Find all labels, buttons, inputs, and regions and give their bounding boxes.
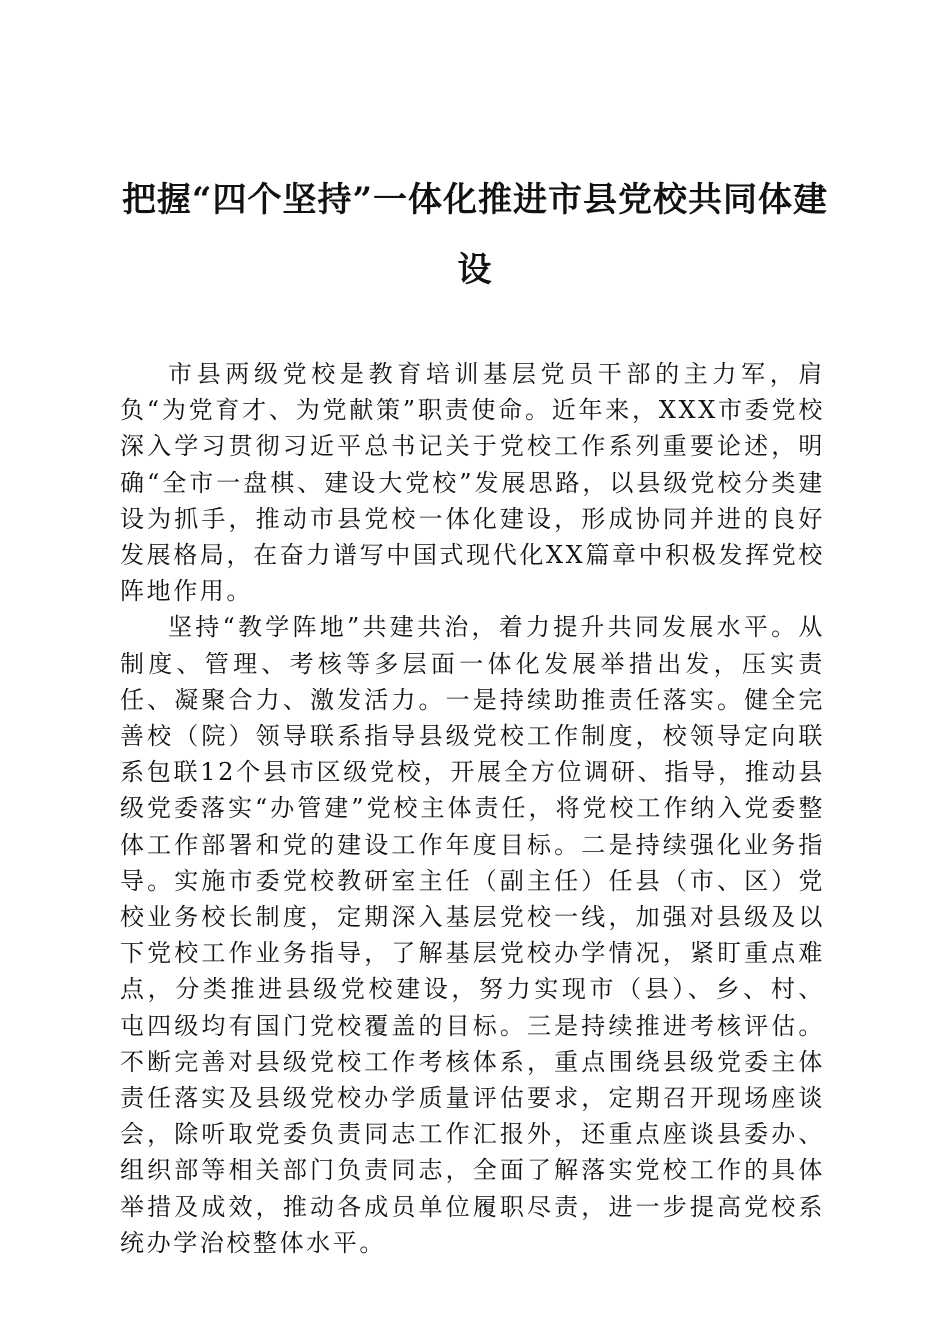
paragraph-intro: 市县两级党校是教育培训基层党员干部的主力军，肩负“为党育才、为党献策”职责使命。近年来，XXX市委党校深入学习贯彻习近平总书记关于党校工作系列重要论述，明确“全市一盘棋、建设大党校”发展思路，以县级党校分类建设为抓手，推动市县党校一体化建设，形成协同并进的良好发展格局，在奋力谱写中国式现代化XX篇章中积极发挥党校阵地作用。 xyxy=(120,360,825,606)
document-title: 把握“四个坚持”一体化推进市县党校共同体建设 xyxy=(121,180,829,290)
paragraph-teaching-base: 坚持“教学阵地”共建共治，着力提升共同发展水平。从制度、管理、考核等多层面一体化发展举措出发，压实责任、凝聚合力、激发活力。一是持续助推责任落实。健全完善校（院）领导联系指导县级党校工作制度，校领导定向联系包联12个县市区级党校，开展全方位调研、指导，推动县级党委落实“办管建”党校主体责任，将党校工作纳入党委整体工作部署和党的建设工作年度目标。二是持续强化业务指导。实施市委党校教研室主任（副主任）任县（市、区）党校业务校长制度，定期深入基层党校一线，加强对县级及以下党校工作业务指导，了解基层党校办学情况，紧盯重点难点，分类推进县级党校建设，努力实现市（县）、乡、村、屯四级均有国门党校覆盖的目标。三是持续推进考核评估。不断完善对县级党校工作考核体系，重点围绕县级党委主体责任落实及县级党校办学质量评估要求，定期召开现场座谈会，除听取党委负责同志工作汇报外，还重点座谈县委办、组织部等相关部门负责同志，全面了解落实党校工作的具体举措及成效，推动各成员单位履职尽责，进一步提高党校系统办学治校整体水平。 xyxy=(120,613,825,1257)
document-body xyxy=(120,356,825,1261)
